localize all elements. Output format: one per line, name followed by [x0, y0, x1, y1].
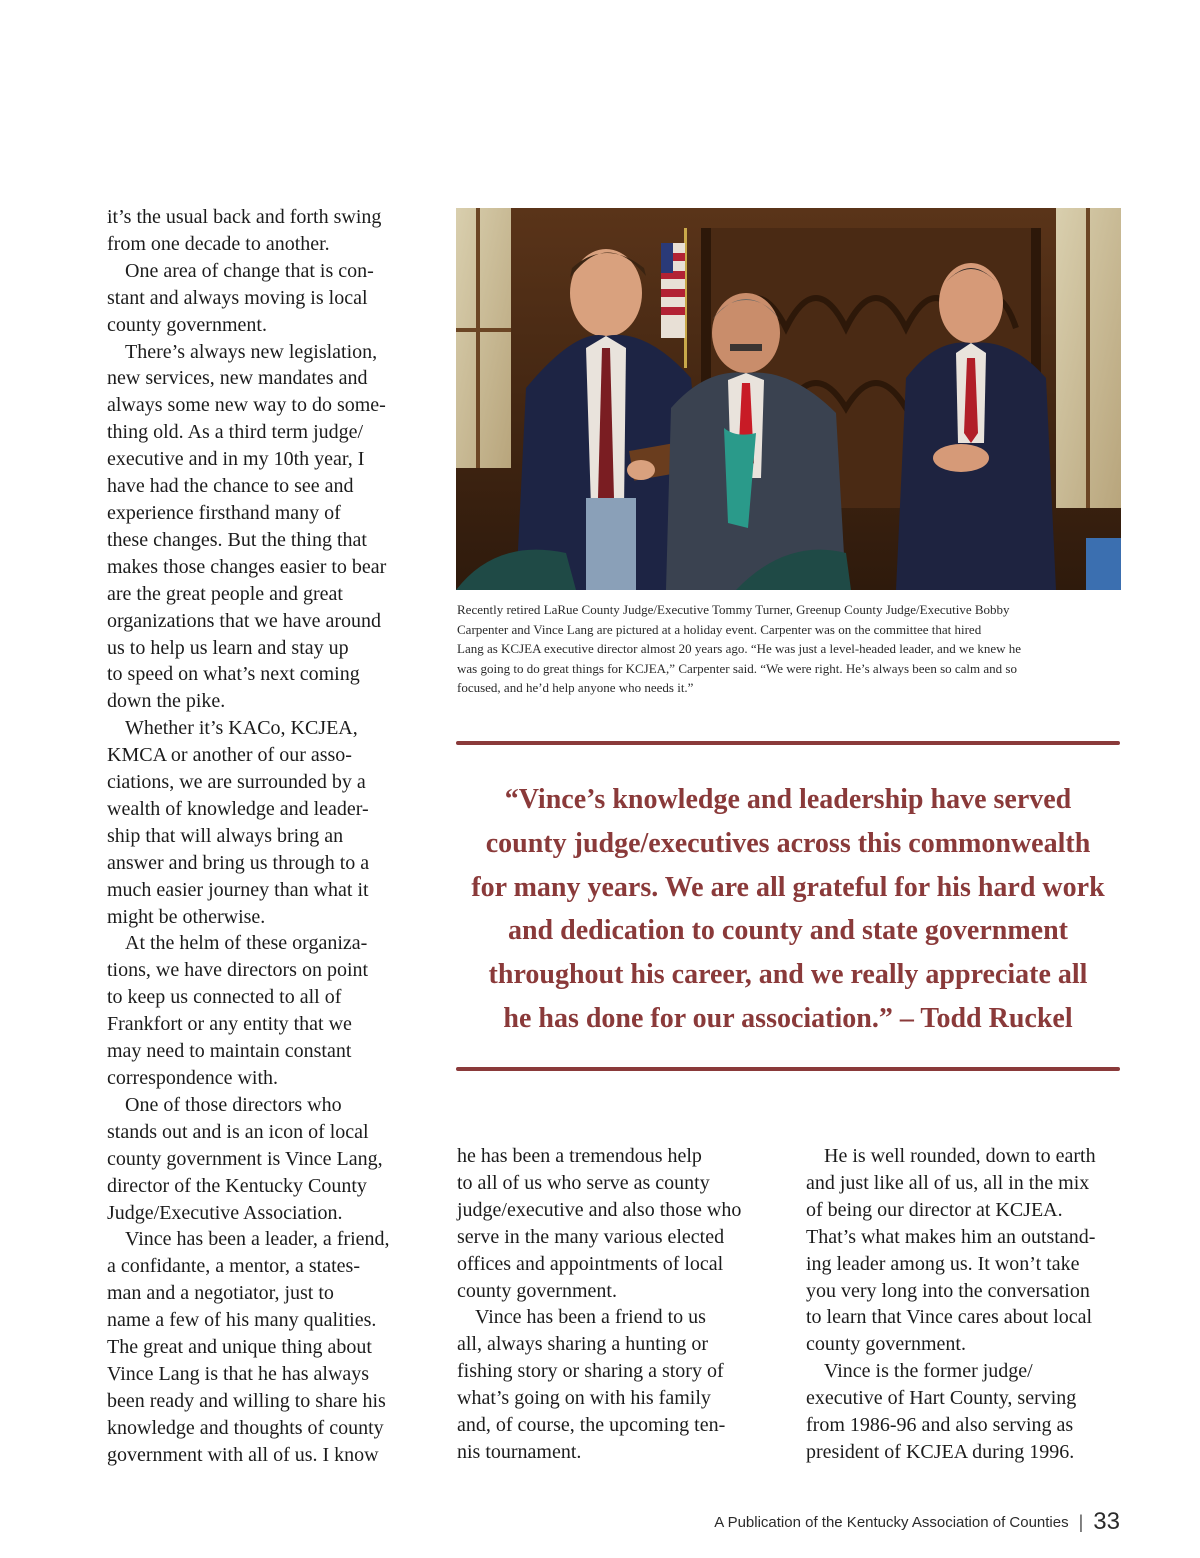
paragraph: One area of change that is con- stant and always moving is local county government. [107, 259, 374, 336]
page-footer [714, 1502, 1120, 1542]
page-number: 33 [1093, 1508, 1120, 1535]
paragraph: There’s always new legislation, new services, new mandates and always some new way to do some- thing old. As a third term judge/ executive and in my 10th year, I have had the chance to see and experience firsthand many of these changes. But the thing that makes those changes easier to bear are the great people and great organizations that we have around us to help us learn and stay up to speed on what’s next coming down the pike. [107, 340, 387, 713]
pull-quote: “Vince’s knowledge and leadership have served county judge/executives across this commonwealth for many years. We are all grateful for his hard work and dedication to county and state government throughout his career, and we really appreciate all he has done for our association.” – Todd Ruckel [471, 784, 1105, 1034]
article-column-right [806, 1143, 1126, 1466]
paragraph: Vince has been a friend to us all, always sharing a hunting or fishing story or sharing a story of what’s going on with his family and, of course, the upcoming ten- nis tournament. [457, 1306, 726, 1463]
paragraph: it’s the usual back and forth swing from one decade to another. [107, 206, 382, 255]
paragraph: Vince is the former judge/ executive of Hart County, serving from 1986-96 and also serving as president of KCJEA during 1996. [806, 1360, 1077, 1463]
paragraph: One of those directors who stands out and is an icon of local county government is Vince Lang, director of the Kentucky County Judge/Executive Association. [107, 1093, 383, 1224]
footer-separator: | [1078, 1511, 1084, 1532]
paragraph: At the helm of these organiza- tions, we have directors on point to keep us connected to all of Frankfort or any entity that we may need to maintain constant correspondence with. [107, 932, 369, 1089]
photo-illustration [456, 208, 1121, 590]
paragraph: he has been a tremendous help to all of us who serve as county judge/executive and also those who serve in the many various elected offices and appointments of local county government. [457, 1145, 742, 1302]
paragraph: Whether it’s KACo, KCJEA, KMCA or another of our asso- ciations, we are surrounded by a wealth of knowledge and leader- ship that will always bring an answer and bring us through to a much easier journey than what it might be otherwise. [107, 717, 370, 928]
event-photo [456, 208, 1121, 590]
article-column-middle [457, 1143, 779, 1466]
photo-caption: Recently retired LaRue County Judge/Executive Tommy Turner, Greenup County Judge/Executive Bobby Carpenter and Vince Lang are pictured at a holiday event. Carpenter was on the committee that hired Lang as KCJEA executive director almost 20 years ago. “He was just a level-headed leader, and we knew he was going to do great things for KCJEA,” Carpenter said. “We were right. He’s always been so calm and so focused, and he’d help anyone who needs it.” [457, 602, 1022, 695]
pull-quote-rule-top [456, 741, 1120, 745]
paragraph: He is well rounded, down to earth and just like all of us, all in the mix of being our director at KCJEA. That’s what makes him an outstand- ing leader among us. It won’t take you very long into the conversation to learn that Vince cares about local county government. [806, 1145, 1096, 1356]
paragraph: Vince has been a leader, a friend, a confidante, a mentor, a states- man and a negotiator, just to name a few of his many qualities. The great and unique thing about Vince Lang is that he has always been ready and willing to share his knowledge and thoughts of county government with all of us. I know [107, 1228, 390, 1466]
article-column-left [107, 204, 427, 1469]
pull-quote-rule-bottom [456, 1067, 1120, 1071]
publication-name: A Publication of the Kentucky Association of Counties [714, 1513, 1069, 1531]
